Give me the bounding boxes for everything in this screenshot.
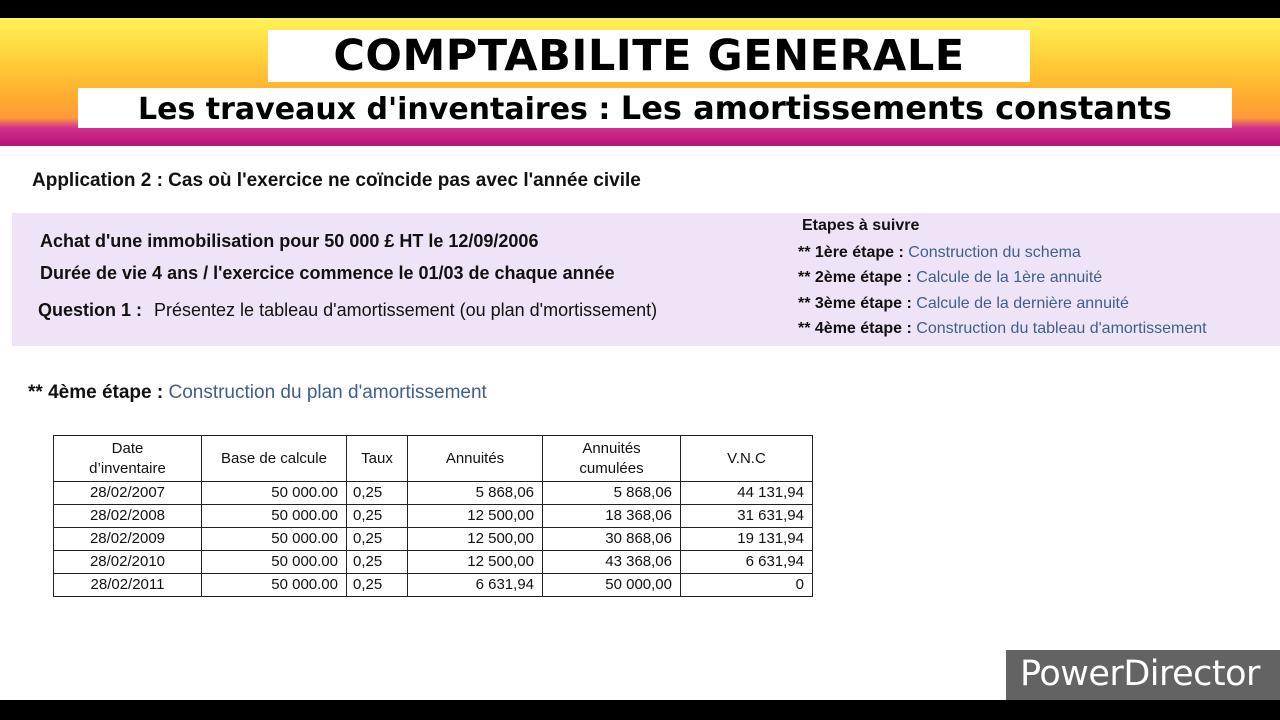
table-row bbox=[54, 574, 813, 597]
section-heading bbox=[28, 382, 487, 404]
header-vnc: V.N.C bbox=[681, 436, 813, 482]
cell-vnc: 44 131,94 bbox=[681, 482, 813, 505]
header-cumul-line1: Annuités bbox=[582, 439, 641, 457]
question-text: Présentez le tableau d'amortissement (ou plan d'mortissement) bbox=[154, 300, 658, 320]
table-row bbox=[54, 551, 813, 574]
question-line bbox=[38, 300, 657, 321]
question-label: Question 1 : bbox=[38, 300, 143, 320]
step-desc: Calcule de la 1ère annuité bbox=[916, 269, 1103, 286]
steps-title: Etapes à suivre bbox=[802, 217, 920, 234]
cell-vnc: 19 131,94 bbox=[681, 528, 813, 551]
title-box bbox=[268, 30, 1030, 82]
statement-box bbox=[12, 213, 1280, 346]
cell-annuity: 5 868,06 bbox=[408, 482, 543, 505]
cell-rate: 0,25 bbox=[347, 528, 408, 551]
cell-base: 50 000.00 bbox=[202, 574, 347, 597]
header-annuity: Annuités bbox=[408, 436, 543, 482]
step-item-3 bbox=[798, 295, 1129, 313]
cell-date: 28/02/2008 bbox=[54, 505, 202, 528]
table-header-row bbox=[54, 436, 813, 482]
step-desc: Construction du tableau d'amortissement bbox=[916, 320, 1207, 337]
step-item-2 bbox=[798, 269, 1102, 287]
header-date-line2: d’inventaire bbox=[89, 459, 166, 477]
step-label: ** 1ère étape : bbox=[798, 244, 909, 261]
cell-date: 28/02/2011 bbox=[54, 574, 202, 597]
cell-base: 50 000.00 bbox=[202, 482, 347, 505]
cell-base: 50 000.00 bbox=[202, 528, 347, 551]
header-base: Base de calcule bbox=[202, 436, 347, 482]
application-title: Application 2 : Cas où l'exercice ne coïncide pas avec l'année civile bbox=[32, 170, 641, 191]
cell-annuity: 6 631,94 bbox=[408, 574, 543, 597]
header-rate: Taux bbox=[347, 436, 408, 482]
header-cumul-line2: cumulées bbox=[579, 459, 644, 477]
table-row bbox=[54, 505, 813, 528]
step-label: ** 2ème étape : bbox=[798, 269, 917, 286]
amortization-table bbox=[53, 435, 813, 597]
step-label: ** 4ème étape : bbox=[798, 320, 917, 337]
cell-base: 50 000.00 bbox=[202, 505, 347, 528]
header-date bbox=[54, 436, 202, 482]
section-heading-desc: Construction du plan d'amortissement bbox=[168, 382, 487, 403]
cell-base: 50 000.00 bbox=[202, 551, 347, 574]
watermark-text: PowerDirector bbox=[1020, 654, 1260, 694]
cell-rate: 0,25 bbox=[347, 482, 408, 505]
video-frame bbox=[0, 18, 1280, 700]
subtitle-part2: Les amortissements constants bbox=[620, 89, 1172, 127]
cell-cumul: 50 000,00 bbox=[543, 574, 681, 597]
table-row bbox=[54, 482, 813, 505]
cell-vnc: 0 bbox=[681, 574, 813, 597]
cell-date: 28/02/2010 bbox=[54, 551, 202, 574]
cell-rate: 0,25 bbox=[347, 551, 408, 574]
step-desc: Calcule de la dernière annuité bbox=[916, 295, 1129, 312]
cell-vnc: 6 631,94 bbox=[681, 551, 813, 574]
section-heading-label: ** 4ème étape : bbox=[28, 382, 169, 403]
statement-line-duration: Durée de vie 4 ans / l'exercice commence le 01/03 de chaque année bbox=[40, 263, 615, 283]
header-cumul bbox=[543, 436, 681, 482]
subtitle-part1: Les traveaux d'inventaires : bbox=[138, 92, 621, 127]
page-title: COMPTABILITE GENERALE bbox=[333, 31, 965, 81]
cell-cumul: 43 368,06 bbox=[543, 551, 681, 574]
cell-rate: 0,25 bbox=[347, 505, 408, 528]
header-date-line1: Date bbox=[111, 439, 144, 457]
cell-annuity: 12 500,00 bbox=[408, 528, 543, 551]
cell-date: 28/02/2009 bbox=[54, 528, 202, 551]
cell-annuity: 12 500,00 bbox=[408, 551, 543, 574]
cell-rate: 0,25 bbox=[347, 574, 408, 597]
cell-annuity: 12 500,00 bbox=[408, 505, 543, 528]
step-desc: Construction du schema bbox=[908, 244, 1081, 261]
step-label: ** 3ème étape : bbox=[798, 295, 917, 312]
statement-line-purchase: Achat d'une immobilisation pour 50 000 £ HT le 12/09/2006 bbox=[40, 231, 539, 251]
cell-cumul: 18 368,06 bbox=[543, 505, 681, 528]
cell-cumul: 5 868,06 bbox=[543, 482, 681, 505]
cell-date: 28/02/2007 bbox=[54, 482, 202, 505]
table-row bbox=[54, 528, 813, 551]
subtitle-box bbox=[78, 88, 1232, 128]
cell-vnc: 31 631,94 bbox=[681, 505, 813, 528]
step-item-4 bbox=[798, 320, 1207, 338]
step-item-1 bbox=[798, 244, 1081, 262]
powerdirector-watermark bbox=[1006, 650, 1280, 700]
page-subtitle bbox=[78, 88, 1232, 130]
cell-cumul: 30 868,06 bbox=[543, 528, 681, 551]
title-banner bbox=[0, 18, 1280, 146]
